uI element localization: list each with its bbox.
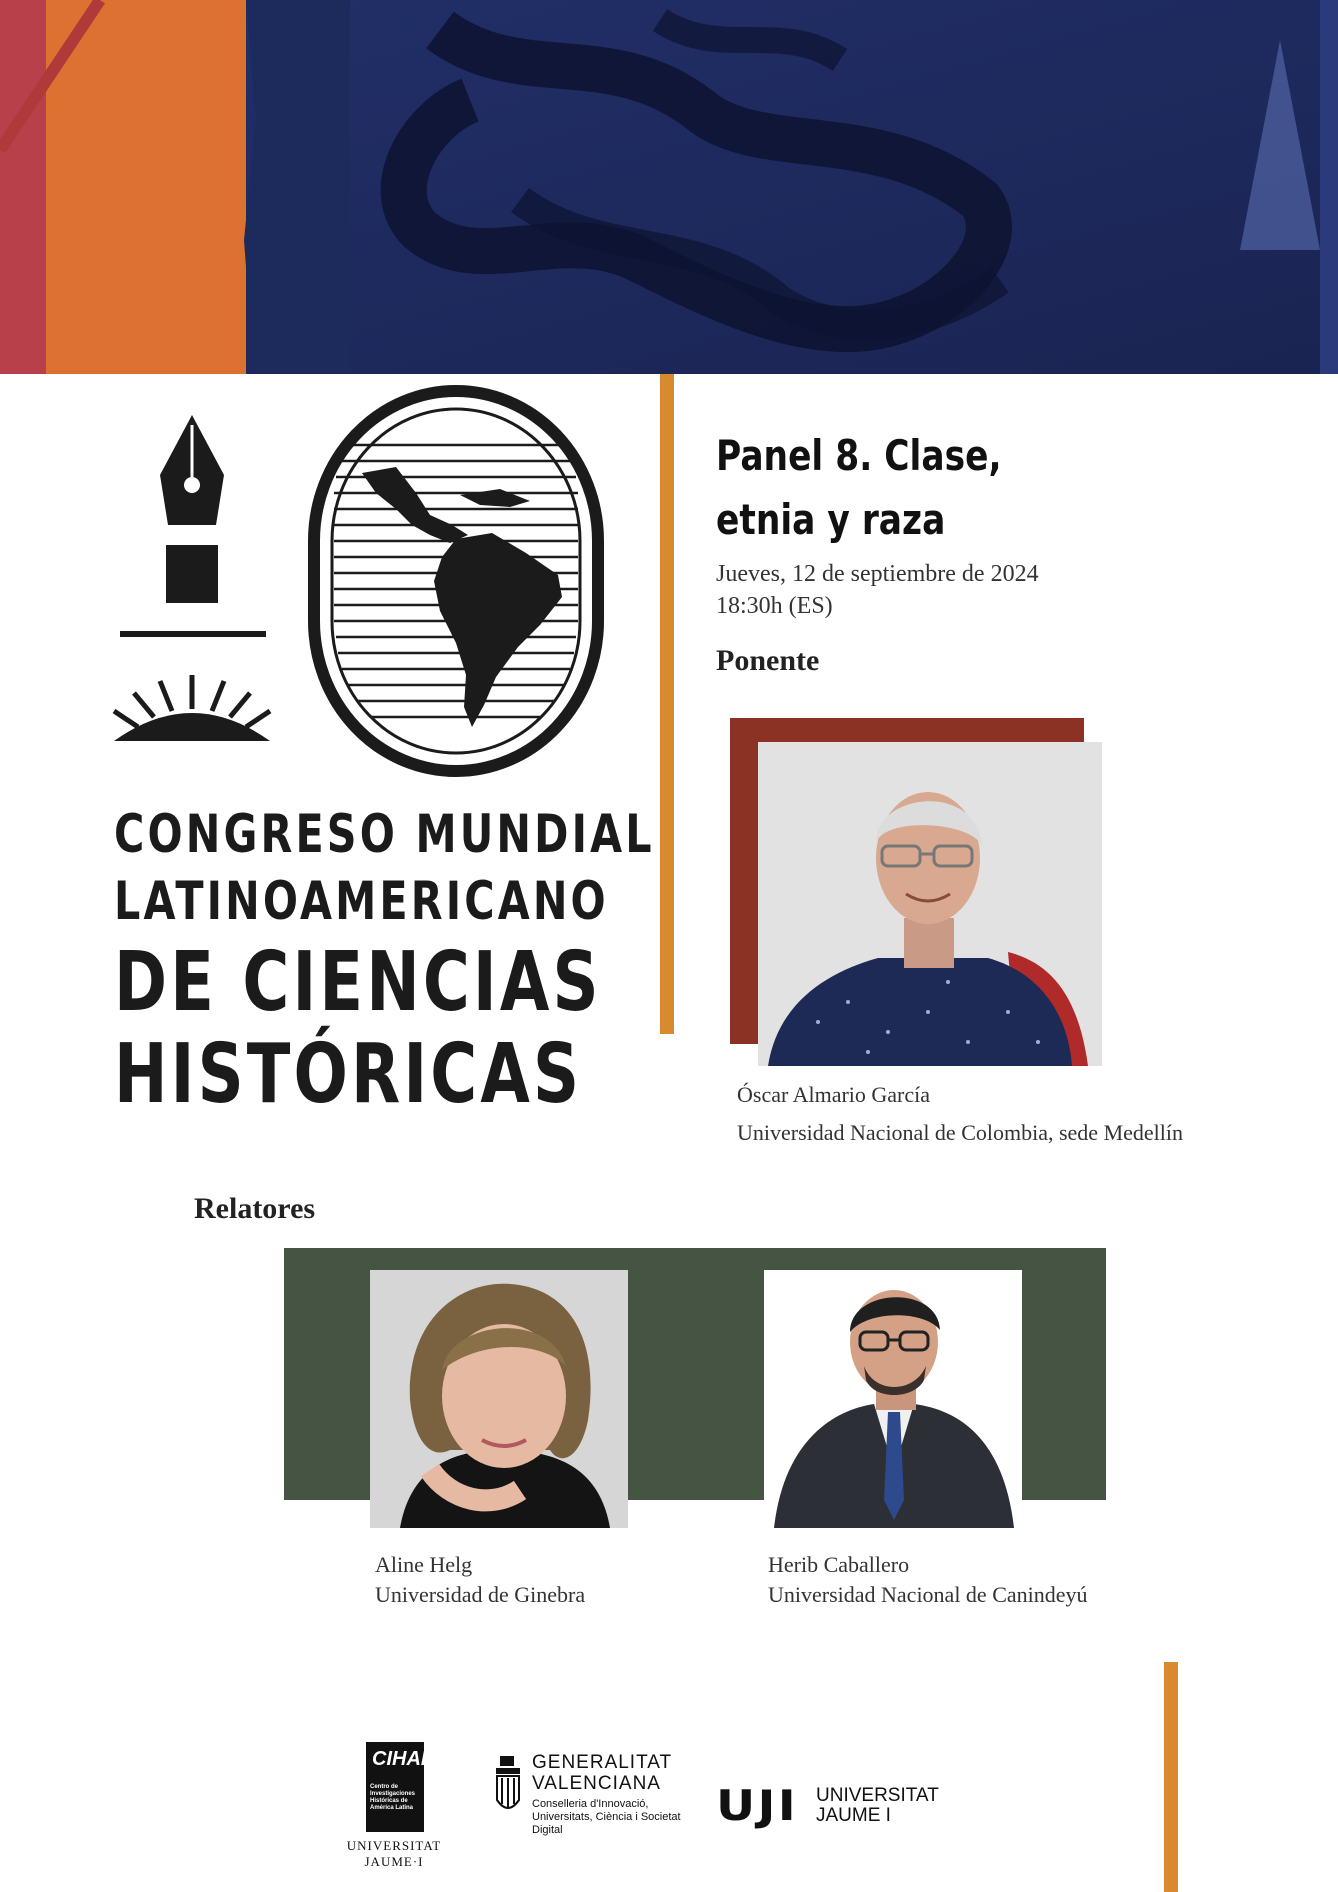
uji-logo [716, 1781, 976, 1834]
cihal-university-line-1: UNIVERSITAT [346, 1838, 442, 1853]
uji-mark: UJI [716, 1781, 799, 1830]
congress-title-line-2: LATINOAMERICANO [114, 871, 609, 932]
valencia-shield-icon [494, 1754, 522, 1824]
congress-logo [100, 385, 620, 785]
gva-name-line-2: VALENCIANA [532, 1773, 661, 1794]
relator-1-affiliation: Universidad de Ginebra [375, 1582, 586, 1607]
latin-america-map-icon [314, 391, 598, 771]
relator-1-name: Aline Helg [375, 1552, 473, 1577]
ponente-name: Óscar Almario García [737, 1082, 931, 1107]
generalitat-valenciana-logo [494, 1752, 684, 1852]
gva-subtitle: Conselleria d'Innovació, Universitats, Ciència i Societat Digital [532, 1798, 681, 1836]
relator-2-name: Herib Caballero [768, 1552, 910, 1577]
header-artwork [0, 0, 1338, 374]
cihal-text: Centro de Investigaciones Históricas de América Latina [370, 1784, 416, 1811]
relator-photo-2 [764, 1270, 1022, 1528]
ponente-heading: Ponente [716, 644, 820, 677]
panel-date: Jueves, 12 de septiembre de 2024 [716, 561, 1039, 587]
ponente-photo [758, 742, 1102, 1066]
relatores-heading: Relatores [194, 1192, 316, 1225]
gva-name-line-1: GENERALITAT [532, 1752, 673, 1773]
congress-title-line-1: CONGRESO MUNDIAL [114, 804, 655, 865]
relator-2-affiliation: Universidad Nacional de Canindeyú [768, 1582, 1088, 1607]
congress-title-line-4: HISTÓRICAS [114, 1027, 583, 1122]
congress-title-line-3: DE CIENCIAS [114, 935, 602, 1030]
uji-name [816, 1786, 939, 1826]
fountain-pen-icon [120, 415, 266, 637]
uji-name-line-2: JAUME I [816, 1805, 891, 1826]
panel-title: Panel 8. Clase, etnia y raza [716, 431, 1002, 544]
panel-time: 18:30h (ES) [716, 593, 833, 619]
cihal-mark: CIHAL [372, 1748, 434, 1770]
gva-name [532, 1752, 672, 1794]
cihal-university-line-2: JAUME·I [364, 1854, 424, 1869]
ponente-affiliation: Universidad Nacional de Colombia, sede Medellín [737, 1120, 1183, 1145]
sun-rays-icon [114, 675, 270, 743]
congress-title [114, 804, 655, 1126]
orange-divider-bottom [1164, 1662, 1178, 1892]
relator-photo-1 [370, 1270, 628, 1528]
cihal-university [342, 1838, 446, 1870]
cihal-logo [342, 1742, 446, 1872]
uji-name-line-1: UNIVERSITAT [816, 1785, 939, 1806]
orange-divider-top [660, 374, 674, 1034]
cihal-logo-box [366, 1742, 434, 1832]
